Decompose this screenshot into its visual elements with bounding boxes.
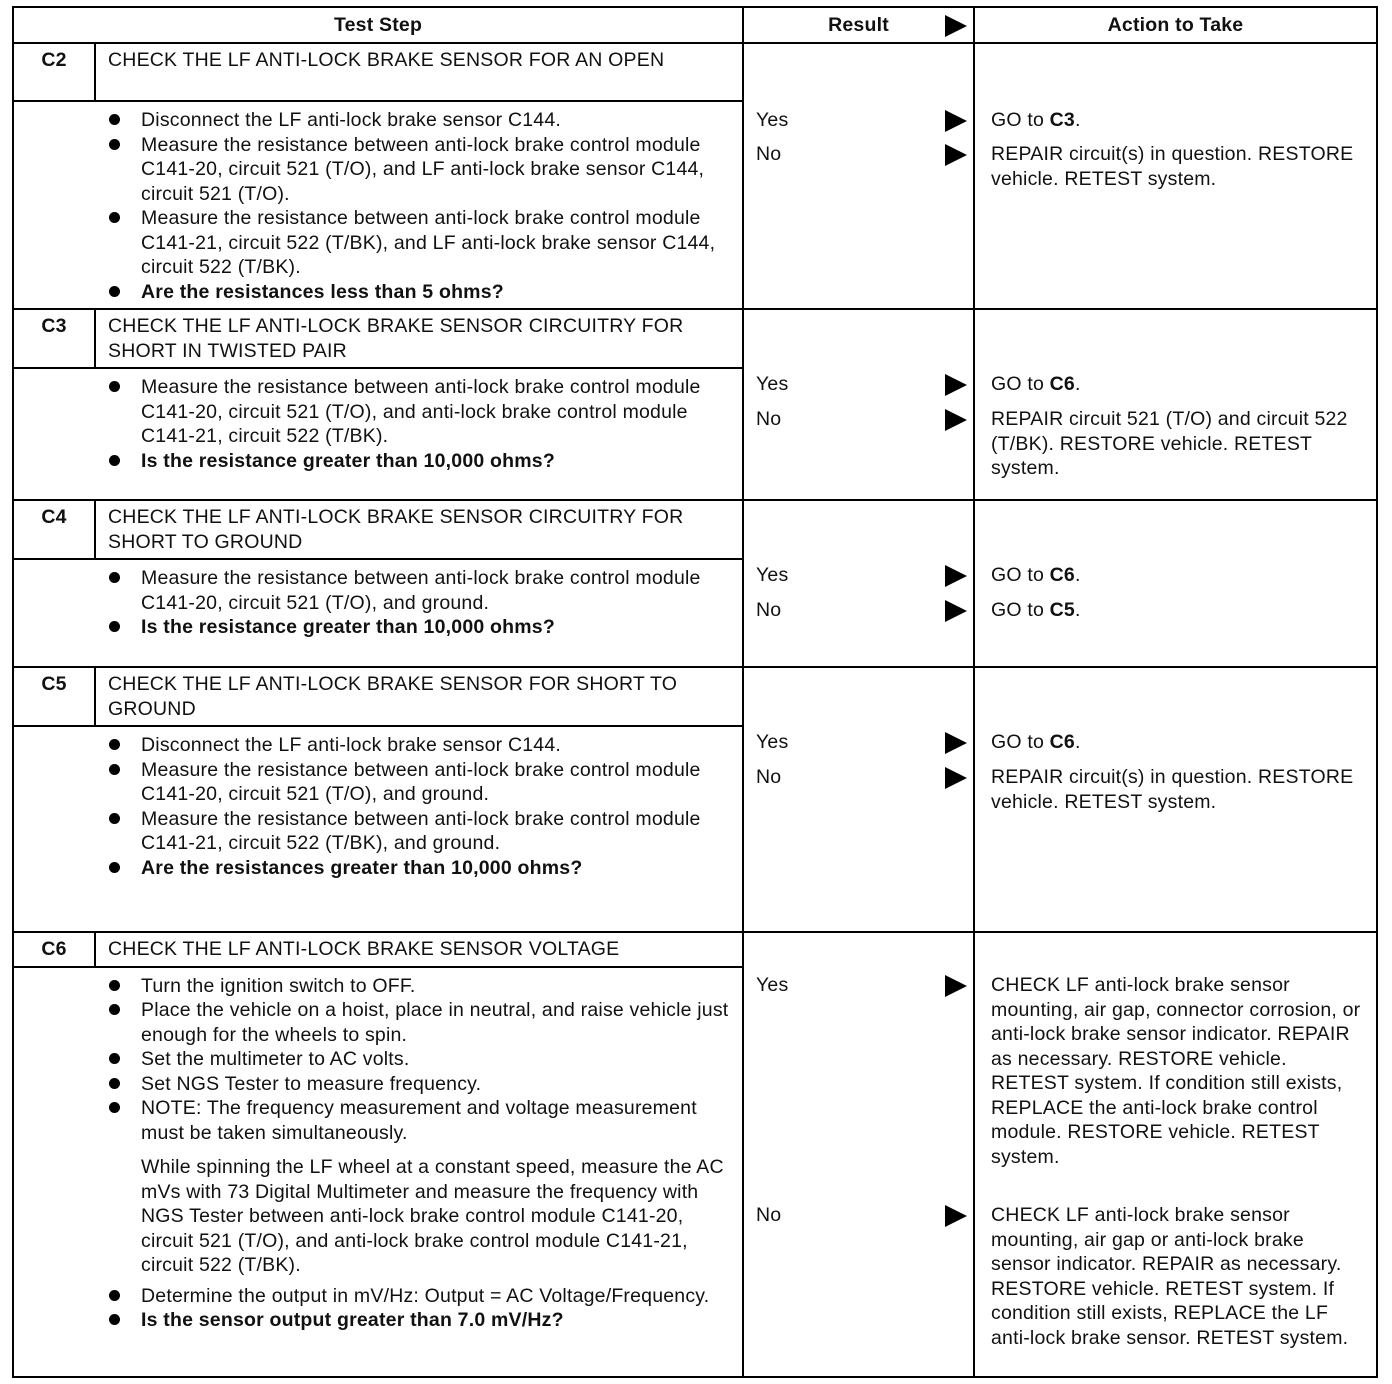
step-c6-title-row	[13, 932, 1377, 967]
bullet-icon	[109, 980, 120, 991]
arrow-right-icon	[945, 600, 967, 622]
bullet-icon	[109, 572, 120, 583]
bullet-icon	[109, 212, 120, 223]
result-yes	[756, 730, 965, 755]
result-yes	[756, 372, 965, 397]
step-c2-action	[974, 43, 1377, 309]
bullet-question	[95, 280, 730, 305]
result-no-label: No	[756, 1204, 782, 1226]
action-yes-code: C6	[1049, 564, 1075, 586]
action-no-code: C5	[1049, 599, 1075, 621]
bullet-icon	[109, 114, 120, 125]
step-c6-action	[974, 932, 1377, 1377]
bullet-icon	[109, 139, 120, 150]
step-title: CHECK THE LF ANTI-LOCK BRAKE SENSOR VOLTAGE	[95, 932, 743, 967]
bullet-text: NOTE: The frequency measurement and voltage measurement must be taken simultaneously.	[141, 1097, 697, 1144]
action-yes-prefix: GO to	[991, 373, 1050, 395]
bullet-icon	[109, 1004, 120, 1015]
result-no-label: No	[756, 143, 782, 165]
result-yes	[756, 973, 965, 998]
bullet-item	[95, 758, 730, 807]
bullet-item	[95, 108, 730, 133]
step-body	[95, 368, 743, 500]
step-body	[95, 101, 743, 309]
bullet-text: Determine the output in mV/Hz: Output = AC Voltage/Frequency.	[141, 1284, 710, 1307]
bullet-icon	[109, 1102, 120, 1113]
blank-cell	[13, 967, 95, 1378]
result-no	[756, 142, 965, 167]
action-yes-suffix: .	[1074, 564, 1081, 586]
blank-cell	[13, 368, 95, 500]
step-bullets	[95, 974, 730, 1146]
bullet-text: Measure the resistance between anti-lock brake control module C141-20, circuit 521 (T/O), and ground.	[141, 567, 701, 614]
arrow-right-icon	[945, 110, 967, 132]
arrow-right-icon	[945, 144, 967, 166]
step-c3-title-row	[13, 309, 1377, 368]
result-no-label: No	[756, 766, 782, 788]
bullet-text: Measure the resistance between anti-lock brake control module C141-20, circuit 521 (T/O), and LF anti-lock brake sensor C144, circuit 521 (T/O).	[141, 133, 705, 205]
bullet-text: Measure the resistance between anti-lock brake control module C141-20, circuit 521 (T/O), and ground.	[141, 758, 701, 805]
header-test-step: Test Step	[13, 7, 743, 43]
action-no	[991, 598, 1366, 623]
bullet-text: Set NGS Tester to measure frequency.	[141, 1072, 482, 1095]
step-bullets	[95, 566, 730, 640]
step-title: CHECK THE LF ANTI-LOCK BRAKE SENSOR FOR AN OPEN	[95, 43, 743, 101]
bullet-item	[95, 566, 730, 615]
action-yes-code: C3	[1049, 109, 1075, 131]
bullet-text: Set the multimeter to AC volts.	[141, 1048, 410, 1070]
question-text: Is the sensor output greater than 7.0 mV/Hz?	[141, 1309, 564, 1331]
step-bullets	[95, 733, 730, 880]
bullet-icon	[109, 813, 120, 824]
bullet-item	[95, 733, 730, 758]
arrow-right-icon	[945, 732, 967, 754]
result-yes-label: Yes	[756, 373, 789, 395]
question-text: Is the resistance greater than 10,000 ohms?	[141, 449, 555, 472]
step-code: C4	[13, 500, 95, 559]
action-yes	[991, 108, 1366, 133]
header-action: Action to Take	[974, 7, 1377, 43]
bullet-text: Turn the ignition switch to OFF.	[141, 974, 416, 997]
step-c4-title-row	[13, 500, 1377, 559]
bullet-item	[95, 133, 730, 207]
step-c2-title-row	[13, 43, 1377, 101]
bullet-item	[95, 1072, 730, 1097]
result-no	[756, 1203, 965, 1228]
bullet-icon	[109, 1290, 120, 1301]
bullet-icon	[109, 764, 120, 775]
arrow-right-icon	[945, 1205, 967, 1227]
bullet-item	[95, 1047, 730, 1072]
action-no: REPAIR circuit(s) in question. RESTORE vehicle. RETEST system.	[991, 766, 1354, 813]
header-result-label: Result	[828, 13, 889, 36]
step-title: CHECK THE LF ANTI-LOCK BRAKE SENSOR CIRCUITRY FOR SHORT IN TWISTED PAIR	[95, 309, 743, 368]
bullet-text: Measure the resistance between anti-lock brake control module C141-21, circuit 522 (T/BK), and LF anti-lock brake sensor C144, circuit 522 (T/BK).	[141, 207, 716, 278]
arrow-right-icon	[945, 374, 967, 396]
bullet-text: Disconnect the LF anti-lock brake sensor C144.	[141, 109, 561, 131]
arrow-right-icon	[945, 767, 967, 789]
step-code: C3	[13, 309, 95, 368]
step-c5-title-row	[13, 667, 1377, 726]
action-yes-suffix: .	[1074, 109, 1081, 131]
action-no-suffix: .	[1074, 599, 1081, 621]
action-yes-code: C6	[1049, 373, 1075, 395]
bullet-icon	[109, 381, 120, 392]
bullet-icon	[109, 286, 120, 297]
arrow-right-icon	[945, 565, 967, 587]
action-yes: CHECK LF anti-lock brake sensor mounting, air gap, connector corrosion, or anti-lock brake sensor indicator. REPAIR as necessary. RESTORE vehicle. RETEST system. If condition still exists, REPLACE the anti-lock brake control module. RESTORE vehicle. RETEST system.	[991, 974, 1361, 1168]
action-no: REPAIR circuit 521 (T/O) and circuit 522 (T/BK). RESTORE vehicle. RETEST system.	[991, 408, 1348, 479]
step-c5-action	[974, 667, 1377, 932]
step-c3-action	[974, 309, 1377, 500]
step-code: C6	[13, 932, 95, 967]
bullet-text: Measure the resistance between anti-lock brake control module C141-21, circuit 522 (T/BK), and ground.	[141, 807, 701, 854]
action-yes-prefix: GO to	[991, 109, 1050, 131]
action-yes	[991, 372, 1366, 397]
question-text: Is the resistance greater than 10,000 ohms?	[141, 616, 555, 638]
result-yes	[756, 108, 965, 133]
result-yes	[756, 563, 965, 588]
step-c3-result	[743, 309, 974, 500]
bullet-icon	[109, 455, 120, 466]
blank-cell	[13, 726, 95, 932]
bullet-icon	[109, 621, 120, 632]
header-result	[743, 7, 974, 43]
step-c5-result	[743, 667, 974, 932]
step-c4-result	[743, 500, 974, 667]
result-no-label: No	[756, 408, 782, 430]
bullet-item	[95, 807, 730, 856]
result-no	[756, 765, 965, 790]
arrow-right-icon	[945, 975, 967, 997]
action-yes-prefix: GO to	[991, 564, 1050, 586]
question-text: Are the resistances greater than 10,000 ohms?	[141, 856, 583, 879]
result-no	[756, 598, 965, 623]
instruction-paragraph: While spinning the LF wheel at a constant speed, measure the AC mVs with 73 Digital Multimeter and measure the frequency with NGS Tester between anti-lock brake control module C141-20, circuit 521 (T/O), and anti-lock brake control module C141-21, circuit 522 (T/BK).	[141, 1156, 724, 1276]
bullet-text: Measure the resistance between anti-lock brake control module C141-20, circuit 521 (T/O), and anti-lock brake control module C141-21, circuit 522 (T/BK).	[141, 376, 701, 447]
bullet-icon	[109, 1053, 120, 1064]
header-row	[13, 7, 1377, 43]
bullet-item	[95, 1096, 730, 1145]
bullet-question	[95, 1308, 730, 1333]
result-yes-label: Yes	[756, 731, 789, 753]
step-body	[95, 726, 743, 932]
action-no: CHECK LF anti-lock brake sensor mounting, air gap or anti-lock brake sensor indicator. REPAIR as necessary. RESTORE vehicle. RETEST system. If condition still exists, REPLACE the LF anti-lock brake sensor. RETEST system.	[991, 1204, 1349, 1349]
step-bullets-after	[95, 1284, 730, 1333]
arrow-right-icon	[945, 409, 967, 431]
bullet-item	[95, 206, 730, 280]
action-no-prefix: GO to	[991, 599, 1050, 621]
bullet-item	[95, 974, 730, 999]
result-yes-label: Yes	[756, 109, 789, 131]
step-title: CHECK THE LF ANTI-LOCK BRAKE SENSOR FOR SHORT TO GROUND	[95, 667, 743, 726]
result-no-label: No	[756, 599, 782, 621]
action-yes-code: C6	[1049, 731, 1075, 753]
step-c6-result	[743, 932, 974, 1377]
bullet-text: Place the vehicle on a hoist, place in neutral, and raise vehicle just enough for the wheels to spin.	[141, 999, 729, 1046]
result-yes-label: Yes	[756, 564, 789, 586]
blank-cell	[13, 559, 95, 667]
result-no	[756, 407, 965, 432]
bullet-item	[95, 375, 730, 449]
pinpoint-test-table	[12, 6, 1378, 1378]
bullet-item	[95, 998, 730, 1047]
bullet-icon	[109, 1078, 120, 1089]
step-body	[95, 559, 743, 667]
step-c2-result	[743, 43, 974, 309]
action-yes-suffix: .	[1074, 373, 1081, 395]
blank-cell	[13, 101, 95, 309]
bullet-text: Disconnect the LF anti-lock brake sensor C144.	[141, 734, 561, 756]
result-yes-label: Yes	[756, 974, 789, 996]
bullet-item	[95, 1284, 730, 1309]
action-yes	[991, 563, 1366, 588]
action-yes	[991, 730, 1366, 755]
step-body	[95, 967, 743, 1378]
step-title: CHECK THE LF ANTI-LOCK BRAKE SENSOR CIRCUITRY FOR SHORT TO GROUND	[95, 500, 743, 559]
bullet-question	[95, 615, 730, 640]
question-text: Are the resistances less than 5 ohms?	[141, 280, 504, 303]
bullet-icon	[109, 739, 120, 750]
step-bullets	[95, 108, 730, 304]
arrow-right-icon	[945, 15, 967, 37]
action-yes-suffix: .	[1074, 731, 1081, 753]
action-no: REPAIR circuit(s) in question. RESTORE vehicle. RETEST system.	[991, 143, 1354, 190]
bullet-icon	[109, 862, 120, 873]
step-code: C2	[13, 43, 95, 101]
bullet-question	[95, 449, 730, 474]
step-bullets	[95, 375, 730, 473]
bullet-question	[95, 856, 730, 881]
bullet-icon	[109, 1314, 120, 1325]
action-yes-prefix: GO to	[991, 731, 1050, 753]
step-c4-action	[974, 500, 1377, 667]
step-code: C5	[13, 667, 95, 726]
